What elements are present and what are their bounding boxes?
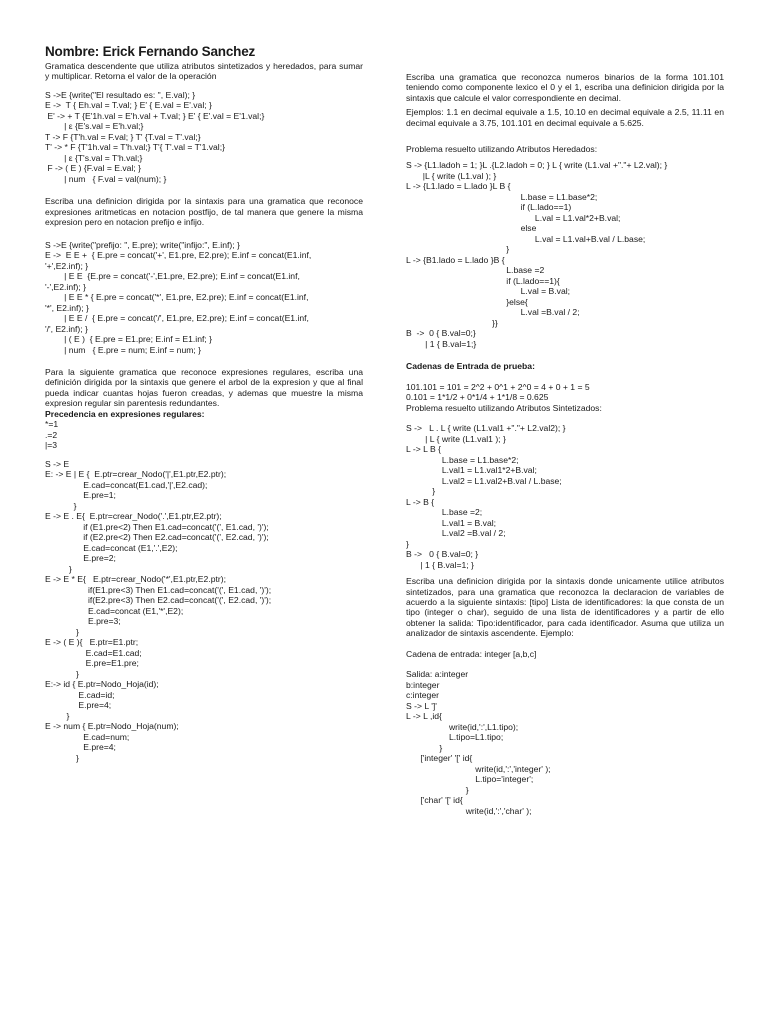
sintetizados-title: Problema resuelto utilizando Atributos Sintetizados: [406,402,602,413]
grammar-heredados: S -> {L1.ladoh = 1; }L .{L2.ladoh = 0; } L { write (L1.val +"."+ L2.val); } |L { write (L1.val ); } L -> {L1.lado = L.lado }L B { L.base = L1.base*2; if (L.lado==1) L.val = L1.val*2+B.val; else L.val = L1.val+B.val / L.base; } L -> {B1.lado = L.lado }B { L.base =2 if (L.lado==1){ L.val = B.val; }else{ L.val =B.val / 2; }} B -> 0 { B.val=0;} | 1 { B.val=1;} [406,160,668,349]
cadenas-title: Cadenas de Entrada de prueba: [406,361,535,372]
intro-regex: Para la siguiente gramatica que reconoce expresiones regulares, escriba una definición dirigida por la sintaxis que genere el arbol de la expresion y que al final pueda indicar cuantas hojas fueron creadas, y ademas que muestre la misma expresion regular sin parentesis redundantes. [45,367,363,409]
grammar-postfix: S ->E {write("prefijo: ", E.pre); write("infijo:", E.inf); } E -> E E + { E.pre = concat('+', E1.pre, E2.pre); E.inf = concat(E1.inf, '+',E2.inf); } | E E {E.pre = concat('-',E1.pre, E2.pre); E.inf = concat(E1.inf, '-',E2.inf); } | E E * { E.pre = concat('*', E1.pre, E2.pre); E.inf = concat(E1.inf, '*', E2.inf); } | E E / { E.pre = concat('/', E1.pre, E2.pre); E.inf = concat(E1.inf, '/', E2.inf); } | ( E ) { E.pre = E1.pre; E.inf = E1.inf; } | num { E.pre = num; E.inf = num; } [45,239,312,355]
salida-ejemplo: Salida: a:integer b:integer c:integer [406,669,469,701]
cadena-entrada: Cadena de entrada: integer [a,b,c] [406,648,537,659]
intro-postfix: Escriba una definicion dirigida por la sintaxis para una gramatica que reconoce expresiones aritmeticas en notacion postfijo, de tal manera que genere la misma expresion pero en notacion prefijo e infijo. [45,196,363,228]
author-title: Nombre: Erick Fernando Sanchez [45,44,256,59]
intro-binary: Escriba una gramatica que reconozca numeros binarios de la forma 101.101 teniendo como componente lexico el 0 y el 1, escriba una definicion dirigida por la sintaxis que calcule el valor correspondiente en decimal. [406,72,724,103]
precedence-title: Precedencia en expresiones regulares: [45,408,205,419]
intro-sum-multiply: Gramatica descendente que utiliza atributos sintetizados y heredados, para sumar y multiplicar. Retorna el valor de la operación [45,61,363,82]
cadenas-prueba: 101.101 = 101 = 2^2 + 0^1 + 2^0 = 4 + 0 + 1 = 5 0.101 = 1*1/2 + 0*1/4 + 1*1/8 = 0.625 [406,381,590,403]
grammar-declaracion: S -> L ']' L -> L ,id{ write(id,':',L1.tipo); L.tipo=L1.tipo; } ['integer' '[' id{ write(id,':','integer' ); L.tipo='integer'; } ['char' '[' id{ write(id,':','char' ); [406,700,551,816]
grammar-regex: S -> E E: -> E | E { E.ptr=crear_Nodo('|',E1.ptr,E2.ptr); E.cad=concat(E1.cad,'|',E2.cad); E.pre=1; } E -> E . E{ E.ptr=crear_Nodo('.',E1.ptr,E2.ptr); if (E1.pre<2) Then E1.cad=concat('(', E1.cad, ')'); if (E2.pre<2) Then E2.cad=concat('(', E2.cad, ')'); E.cad=concat (E1,'.',E2); E.pre=2; } E -> E * E{ E.ptr=crear_Nodo('*',E1.ptr,E2.ptr); if(E1.pre<3) Then E1.cad=concat('(', E1.cad, ')'); if(E2.pre<3) Then E2.cad=concat('(', E2.cad, ')'); E.cad=concat (E1,'*',E2); E.pre=3; } E -> ( E ){ E.ptr=E1.ptr; E.cad=E1.cad; E.pre=E1.pre; } E:-> id { E.ptr=Nodo_Hoja(id); E.cad=id; E.pre=4; } E -> num { E.ptr=Nodo_Hoja(num); E.cad=num; E.pre=4; } [45,458,272,763]
grammar-sintetizados: S -> L . L { write (L1.val1 +"."+ L2.val2); } | L { write (L1.val1 ); } L -> L B { L.base = L1.base*2; L.val1 = L1.val1*2+B.val; L.val2 = L1.val2+B.val / L.base; } L -> B { L.base =2; L.val1 = B.val; L.val2 =B.val / 2; } B -> 0 { B.val=0; } | 1 { B.val=1; } [406,423,566,570]
left-column [45,44,363,763]
intro-declaracion: Escriba una definicion dirigida por la sintaxis donde unicamente utilice atributos sintetizados, para una gramatica que reconozca la declaracion de variables de acuerdo a la siguiente sintaxis: [tipo] Lista de identificadores: la que consta de un tipo (integer o char), seguido de una lista de identificadores y a partir de ello obtener la salida: Tipo:identificador, para cada identificador. Asuma que utiliza un analizador de sintaxis ascendente. Ejemplo: [406,576,724,639]
grammar-sum-multiply: S ->E {write("El resultado es: ", E.val); } E -> T { Eh.val = T.val; } E' { E.val = E'.val; } E' -> + T {E'1h.val = E'h.val + T.val; } E' { E'.val = E'1.val;} | ε {E's.val = E'h.val;} T -> F {T'h.val = F.val; } T' {T.val = T'.val;} T' -> * F {T'1h.val = T'h.val;} T'{ T'.val = T'1.val;} | ε {T's.val = T'h.val;} F -> ( E ) {F.val = E.val; } | num { F.val = val(num); } [45,89,265,184]
binary-examples: Ejemplos: 1.1 en decimal equivale a 1.5, 10.10 en decimal equivale a 2.5, 11.11 en decimal equivale a 3.75, 101.101 en decimal equivale a 5.625. [406,107,724,128]
precedence-list: *=1 .=2 |=3 [45,419,59,451]
heredados-title: Problema resuelto utilizando Atributos Heredados: [406,144,598,155]
right-column [406,72,724,816]
